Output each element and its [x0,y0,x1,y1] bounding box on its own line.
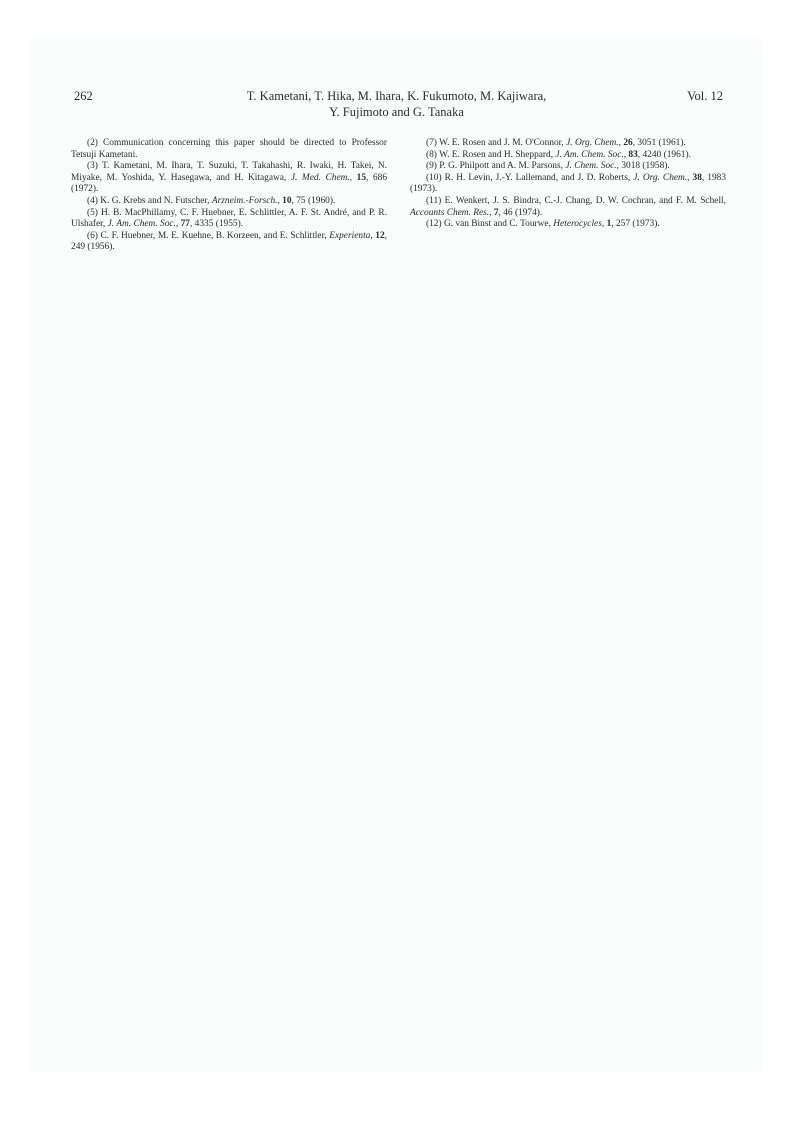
reference-item: (2) Communication concerning this paper should be directed to Professor Tetsuji Kametani. [71,138,387,160]
references-right-column [410,138,726,231]
reference-item: (10) R. H. Levin, J.-Y. Lallemand, and J. D. Roberts, J. Org. Chem., 38, 1983 (1973). [410,172,726,195]
reference-item: (3) T. Kametani, M. Ihara, T. Suzuki, T. Takahashi, R. Iwaki, H. Takei, N. Miyake, M. Yoshida, Y. Hasegawa, and H. Kitagawa, J. Med. Chem., 15, 686 (1972). [71,161,388,195]
page-number: 262 [74,89,93,103]
volume-label: Vol. 12 [687,89,723,103]
reference-item: (11) E. Wenkert, J. S. Bindra, C.-J. Chang, D. W. Cochran, and F. M. Schell, Accounts Chem. Res., 7, 46 (1974). [410,195,726,218]
reference-item: (4) K. G. Krebs and N. Futscher, Arzneim.-Forsch., 10, 75 (1960). [87,195,336,206]
reference-item: (6) C. F. Huebner, M. E. Kuehne, B. Korzeen, and E. Schlittler, Experienta, 12, 249 (1956). [71,230,388,253]
references-left-column [71,138,387,254]
reference-item: (9) P. G. Philpott and A. M. Parsons, J. Chem. Soc., 3018 (1958). [426,161,670,172]
header-authors-line2: Y. Fujimoto and G. Tanaka [329,105,464,119]
reference-item: (12) G. van Binst and C. Tourwe, Heterocycles, 1, 257 (1973). [426,219,660,230]
header-authors [200,88,593,120]
header-authors-line1: T. Kametani, T. Hika, M. Ihara, K. Fukumoto, M. Kajiwara, [246,89,547,103]
reference-item: (7) W. E. Rosen and J. M. O'Connor, J. Org. Chem., 26, 3051 (1961). [426,138,686,148]
reference-item: (5) H. B. MacPhillamy, C. F. Huebner, E. Schlittler, A. F. St. André, and P. R. Ulshafer, J. Am. Chem. Soc., 77, 4335 (1955). [71,207,387,230]
reference-item: (8) W. E. Rosen and H. Sheppard, J. Am. Chem. Soc., 83, 4240 (1961). [426,149,691,160]
